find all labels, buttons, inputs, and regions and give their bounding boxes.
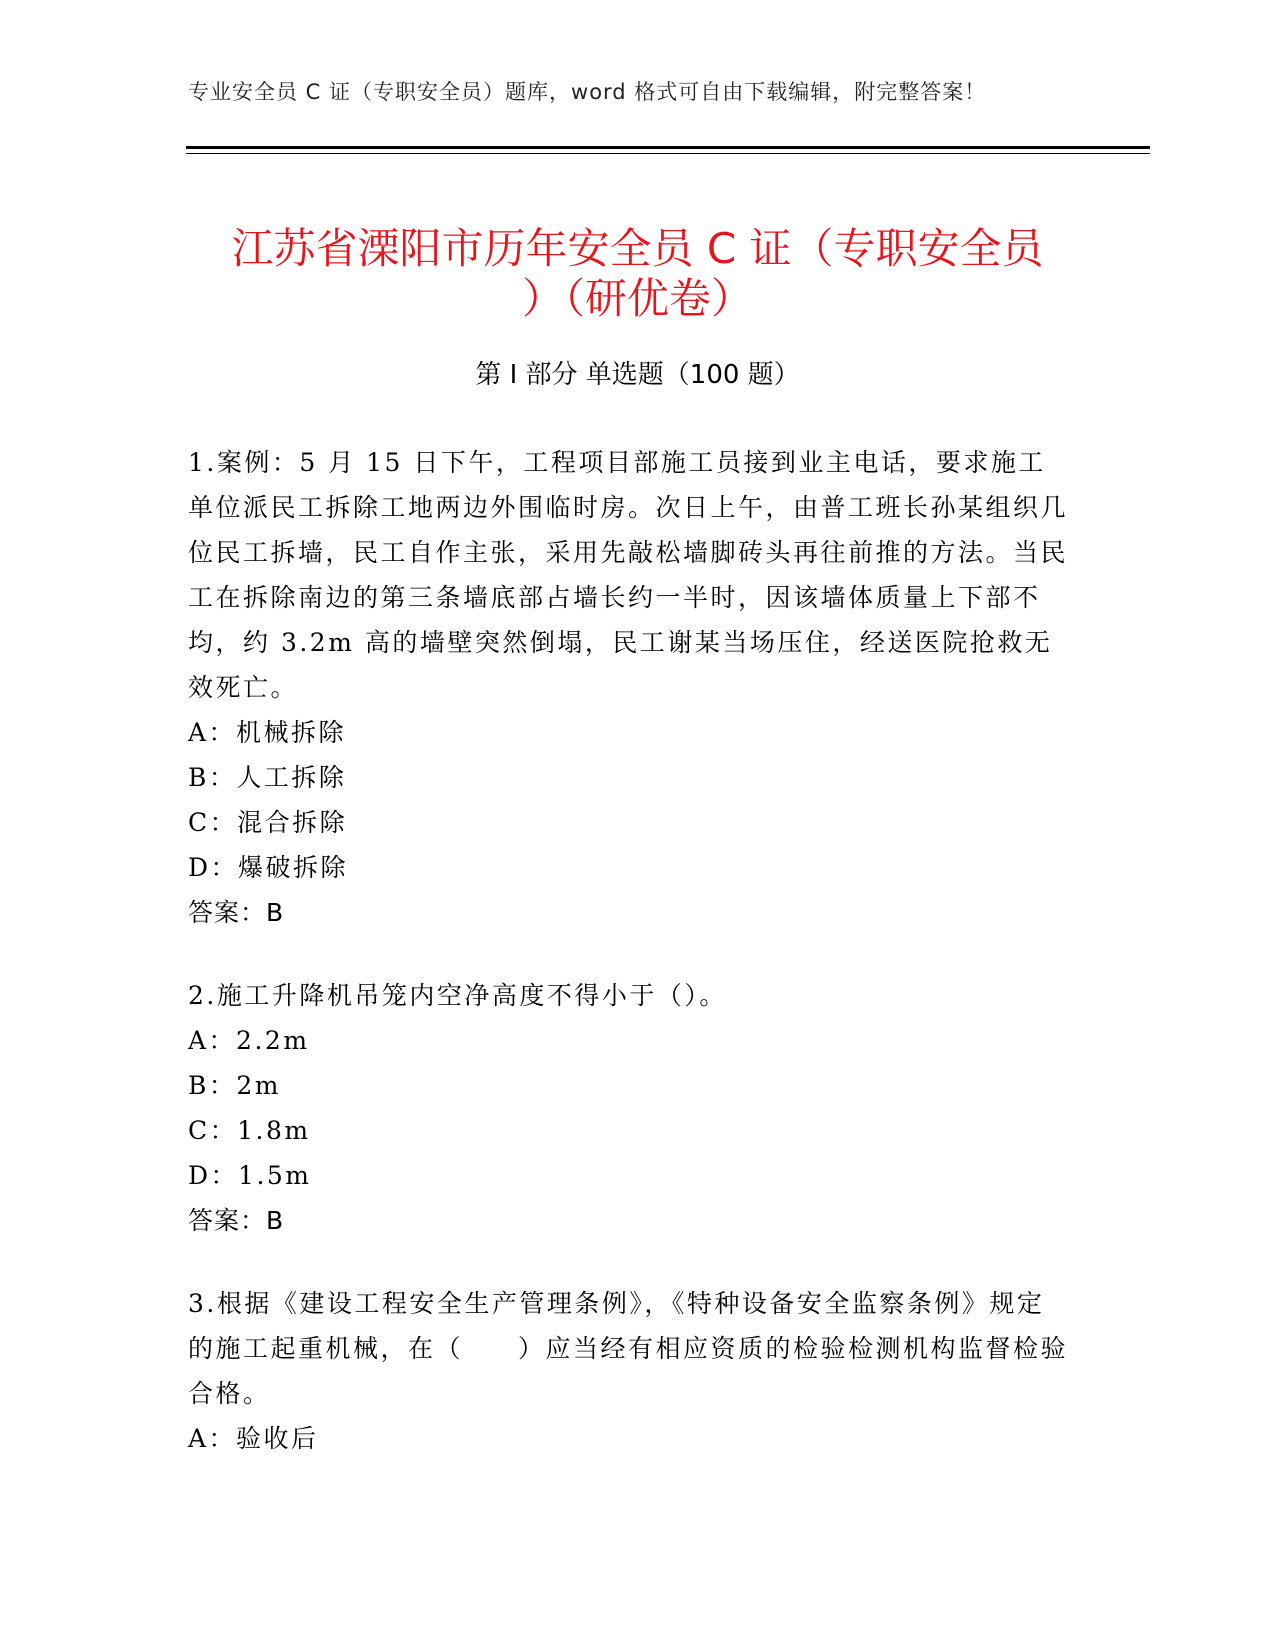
option-d: D：1.5m [188, 1161, 312, 1190]
option-a: A：机械拆除 [188, 718, 347, 747]
option-b: B：人工拆除 [188, 763, 347, 792]
title-line-2: ）（研优卷） [521, 274, 753, 324]
option-a: A：验收后 [188, 1424, 319, 1453]
question-3 [188, 1281, 1068, 1461]
answer: 答案：B [188, 898, 285, 927]
question-list [188, 440, 1068, 1499]
option-d: D：爆破拆除 [188, 853, 349, 882]
section-title: 第 I 部分 单选题（100 题） [475, 360, 800, 390]
option-b: B：2m [188, 1071, 281, 1100]
option-a: A：2.2m [188, 1026, 310, 1055]
option-c: C：1.8m [188, 1116, 311, 1145]
question-1 [188, 440, 1068, 935]
question-stem: 1.案例：5 月 15 日下午，工程项目部施工员接到业主电话，要求施工单位派民工拆除工地两边外围临时房。次日上午，由普工班长孙某组织几位民工拆墙，民工自作主张，采用先敲松墙脚砖头再往前推的方法。当民工在拆除南边的第三条墙底部占墙长约一半时，因该墙体质量上下部不均，约 3.2m 高的墙壁突然倒塌，民工谢某当场压住，经送医院抢救无效死亡。 [188, 448, 1069, 702]
header-divider-thin [186, 153, 1150, 154]
question-stem: 3.根据《建设工程安全生产管理条例》，《特种设备安全监察条例》规定的施工起重机械，在（ ）应当经有相应资质的检验检测机构监督检验合格。 [188, 1289, 1069, 1408]
question-2 [188, 973, 1068, 1243]
option-c: C：混合拆除 [188, 808, 348, 837]
header-note: 专业安全员 C 证（专职安全员）题库，word 格式可自由下载编辑，附完整答案！ [188, 80, 987, 104]
header-divider-thick [186, 146, 1150, 149]
title-line-1: 江苏省溧阳市历年安全员 C 证（专职安全员 [231, 224, 1044, 274]
document-title [150, 224, 1125, 324]
answer: 答案：B [188, 1206, 285, 1235]
question-stem: 2.施工升降机吊笼内空净高度不得小于（）。 [188, 981, 727, 1010]
